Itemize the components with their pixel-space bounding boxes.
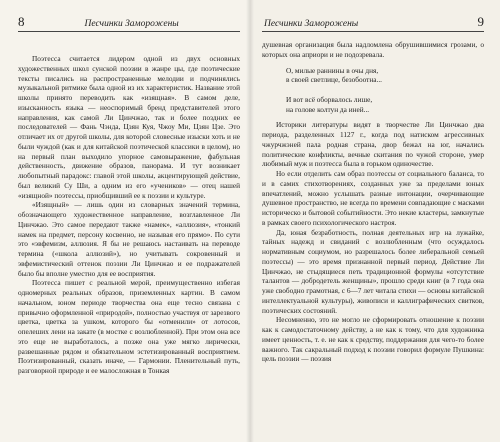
- poem-excerpt: [286, 66, 484, 115]
- page-number: 9: [477, 14, 484, 29]
- page-number: 8: [18, 14, 25, 29]
- paragraph: Но если отделить сам образ поэтессы от социального баланса, то и в самих стихотворениях, созданных уже за пределами юных впечатлений, можно услышать разные интонации, очерчивающие душевное пространство, не всегда по времени совпадающие с масками историческо и бытовой событийности. Это некие кластеры, замкнутые в рамках своего психологического настроя.: [262, 169, 484, 227]
- poem-line: И вот всё оборвалось лише,: [286, 94, 373, 104]
- paragraph: Несомненно, это не могло не сформировать отношение к поэзии как к самодостаточному действу, а не как к тому, что для художника имеет ценность, т. е. не как к средству, поддержания для чего-то более важного. Так сакральный подход к поэзии говорил формуле Пушкина: цель поэзии — поэзия: [262, 315, 484, 364]
- poem-line: на голове колтун да иней...: [286, 104, 370, 114]
- paragraph: Да, юная безработность, полная деятельных игр на лужайке, тайных надежд и свиданий с возлюбленным (что осуждалось нормативным социумом, но разрешалось более либеральной семьей поэтессы) — это время признанной первый период. Действие Ли Цинчжао, не стыдящиеся петь традиционной формулы «отсутствие талантов — добродетель женщины», прошло среди книг (в 7 года она уже свободно грамотная, с 6—7 лет читала стихи — основы китайской интеллектуальной культуры), живописи и каллиграфических свитков, поэтических состояний.: [262, 227, 484, 315]
- book-gutter: [246, 0, 254, 442]
- running-head-left: [18, 15, 240, 32]
- paragraph: Поэтесса пишет с реальной мерой, преимущественно избегая одномерных реальных образов, приземленных картин. В самом начальном, юном периоде творчества она еще тесно связана с привычно оформленной «природой», полностью участвуя от зарезвого цветка, цветка за ушком, которого бы «отменили» от лотосов, опелеших лени на закате (в мостке с возлюбленной). При этом она все это еще не выработалось, а позже она уже мягко лирически, развешанные рядом и обязательном эстетизированный восприятием. Поэтизированный, сказать иначе, — Гармонии. Пленительный путь, разговорной природе и ее малосложная в Тонкая: [18, 278, 240, 375]
- stanza-break: [286, 85, 484, 95]
- poem-line: в своей светлице, безобоотна...: [286, 75, 382, 85]
- paragraph: Поэтесса считается лидером одной из двух основных художественных школ сунской поэзии в жанре цы, где поэтические тексты писались на распространенные мелодии и подчинялись музыкальной ритмике была одной из их характеристик. Название этой школы принято переводить как «изящная». В самом деле, изысканность языка — неоспоримый бренд представителей этого направления, как самой Ли Цинчжао, так и более поздних ее последователей — Фань Чэнда, Цзян Куя, Чжоу Ми, Цзян Цзе. Это отличает их от другой школы, для которой словесные изыски хоть и не были чуждой (как и для китайской поэтической классики в целом), но на первый план выходило упорное самовыражение, фабульная действенность, движение образов, панорама. И тут возникает любопытный парадокс: главой этой школы, акцентирующей действие, был великий Су Ши, а одним из его «учеников» — отец нашей «изящной» поэтессы, приобщивший ее к поэзии и культуре.: [18, 54, 240, 200]
- poem-line: О, милые раннины в очы дня,: [286, 65, 379, 75]
- running-head-title: Песчинки Заморожены: [84, 19, 179, 29]
- running-head-title: Песчинки Заморожены: [264, 19, 359, 29]
- paragraph: Историки литературы видят в творчестве Ли Цинчжао два периода, разделенных 1127 г., когда под натиском агрессивных чжурчжэней пала родная страна, двор бежал на юг, начались политические конфликты, вечные скитания по чужой стороне, умер любимый муж и поэтесса была в горьком одиночестве.: [262, 120, 484, 169]
- paragraph: душевная организация была надломлена обрушившимися грозами, о которых она априори и не подозревала.: [262, 40, 484, 59]
- paragraph: «Изящный» — лишь один из словарных значений термина, обозначающего художественное направление, возглавленное Ли Цинчжао. Это самое передают также «намек», «аллюзия», «тонкий намек на предмет, персону косвенно, не называя его прямо». По сути это «эвфемизм, аллюзия. Я бы не решаюсь настаивать на переводе термина («школа аллюзий»), но учитывать сокровенный и эвфемистический оттенок поэзии Ли Цинчжао и ее подражателей было бы вполне уместно для ее восприятия.: [18, 200, 240, 278]
- right-page: [250, 0, 500, 442]
- running-head-right: [262, 15, 484, 32]
